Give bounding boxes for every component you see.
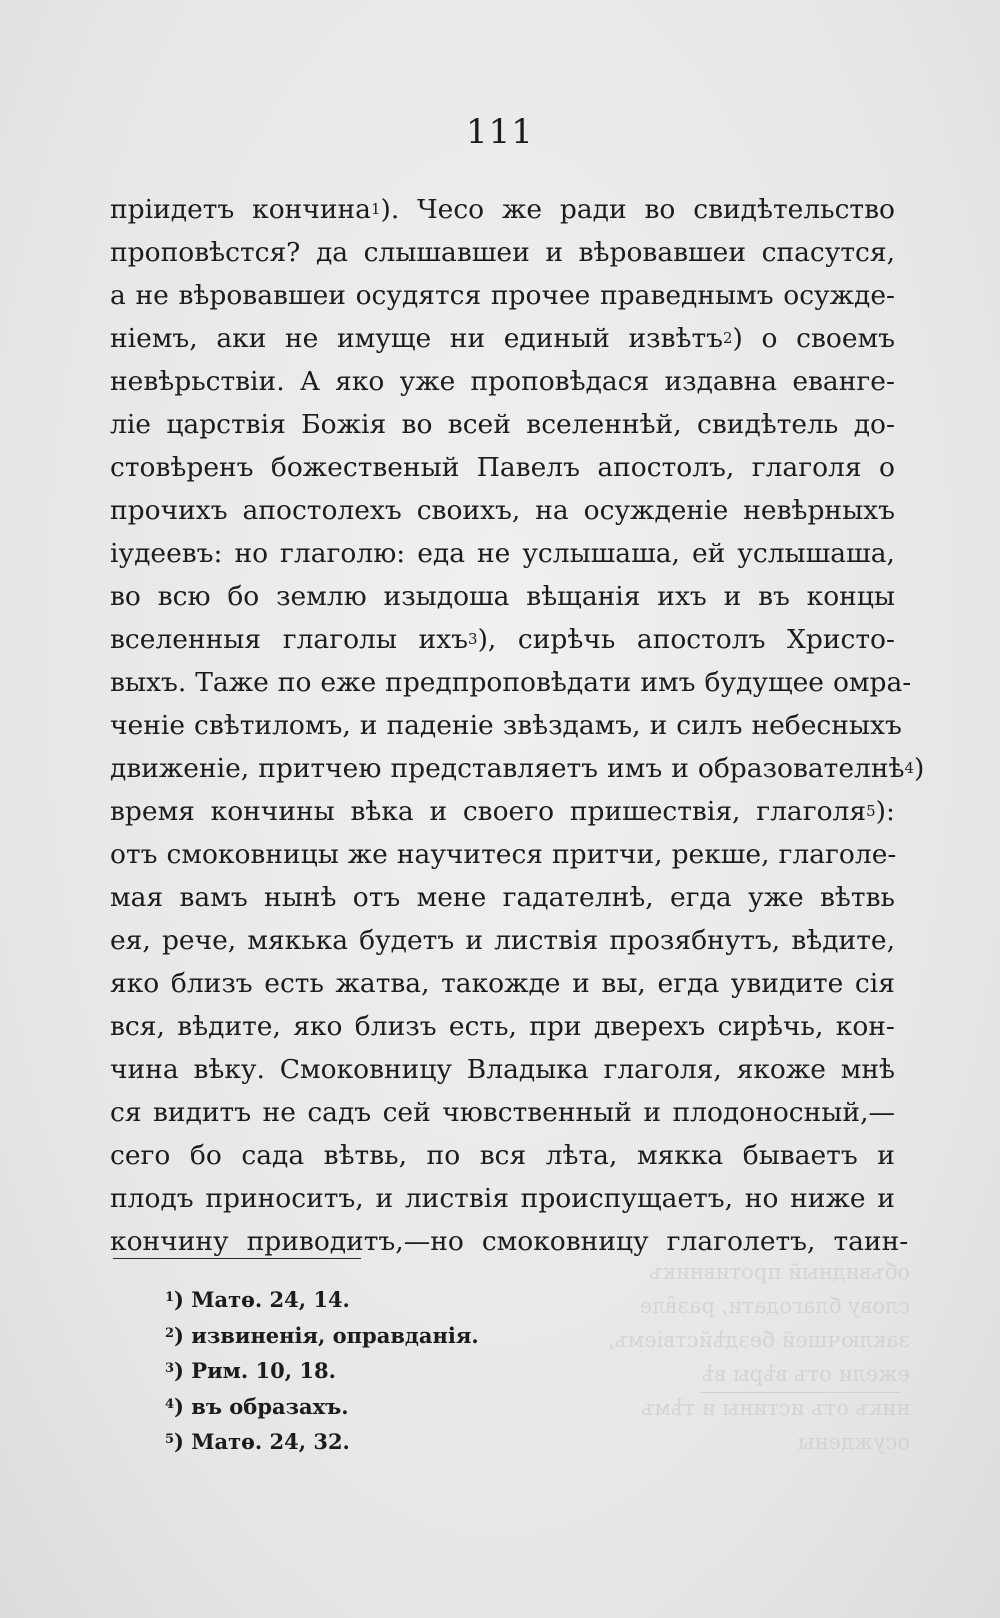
- word: осужде-: [783, 280, 895, 311]
- word: движеніе,: [110, 753, 250, 784]
- word: дверехъ: [593, 1011, 706, 1042]
- word: изыдоша: [383, 581, 510, 612]
- text-line: [110, 704, 902, 747]
- word: единый: [503, 323, 610, 354]
- text-line: [110, 962, 895, 1005]
- word: еда: [417, 538, 466, 569]
- word: прочихъ: [110, 495, 228, 526]
- word: предпроповѣдати: [385, 667, 632, 698]
- word: вѣдите,: [791, 925, 895, 956]
- word: глаголе-: [778, 839, 897, 870]
- word-with-footnote-ref: кончина$^1$).: [252, 194, 400, 225]
- bleed-through-text: объвидный противникъ слову благодати, разв̂ле заключшей бездѣйствіемъ, ежели отъ вѣры вѣ никъ отъ истины и тѣмъ осуждены: [607, 1260, 910, 1454]
- footnote-ref: 5: [866, 802, 876, 820]
- word: сирѣчь: [517, 624, 616, 655]
- word: свидѣтель: [697, 409, 839, 440]
- word: сада: [241, 1140, 305, 1171]
- word: притчею: [258, 753, 382, 784]
- word: осужденіе: [583, 495, 729, 526]
- word: всю: [157, 581, 211, 612]
- word: о: [878, 452, 895, 483]
- word: апостолехъ: [242, 495, 402, 526]
- word: ея,: [110, 925, 151, 956]
- word: и: [877, 1183, 895, 1214]
- text-line: [110, 747, 925, 790]
- word: вѣка: [350, 796, 414, 827]
- text-line: [110, 1005, 895, 1048]
- word: имъ: [640, 667, 696, 698]
- word: гадателнѣ,: [502, 882, 654, 913]
- word: и: [375, 1183, 394, 1214]
- word: листвія: [404, 1183, 509, 1214]
- word: Чесо: [417, 194, 485, 225]
- footnote-text: ) Матѳ. 24, 32.: [174, 1429, 350, 1454]
- word: глаголетъ,: [666, 1226, 816, 1257]
- word: сей: [382, 1097, 431, 1128]
- word: вѣтвь: [820, 882, 895, 913]
- word-with-footnote-ref: глаголя$^5$):: [756, 796, 895, 827]
- word: проповѣдася: [470, 366, 650, 397]
- text-line: [110, 1134, 895, 1177]
- footnote-mark: 4: [165, 1396, 175, 1412]
- text-line: [110, 575, 895, 618]
- word: да: [315, 237, 349, 268]
- word: представляетъ: [390, 753, 599, 784]
- word: сирѣчь,: [717, 1011, 824, 1042]
- word: издавна: [664, 366, 778, 397]
- word: прозябнутъ,: [609, 925, 781, 956]
- word: видитъ: [153, 1097, 252, 1128]
- word: и: [359, 710, 378, 741]
- word: своего: [462, 796, 555, 827]
- word: якоже: [736, 1054, 826, 1085]
- word: стовѣренъ: [110, 452, 254, 483]
- footnote-ref: 3: [468, 630, 478, 648]
- text-line: [110, 661, 912, 704]
- word: будетъ: [359, 925, 455, 956]
- word-with-footnote-ref: образователнѣ$^4$): [697, 753, 925, 784]
- word: при: [529, 1011, 582, 1042]
- word: глаголы: [282, 624, 397, 655]
- word: вѣщанія: [526, 581, 641, 612]
- word: яко: [293, 1011, 343, 1042]
- word: и: [671, 753, 689, 784]
- word: вы,: [601, 968, 646, 999]
- word: уже: [748, 882, 804, 913]
- word: прочее: [490, 280, 591, 311]
- word: мене: [416, 882, 487, 913]
- word: же: [501, 194, 543, 225]
- word: и: [643, 1097, 662, 1128]
- word: яко: [110, 968, 160, 999]
- word: услышаша,: [737, 538, 895, 569]
- word: и: [429, 796, 448, 827]
- word: яко: [335, 366, 385, 397]
- footnote-mark: 1: [165, 1290, 175, 1305]
- word: увидите: [730, 968, 844, 999]
- word: свидѣтельство: [693, 194, 895, 225]
- word: свѣтиломъ,: [194, 710, 351, 741]
- footnote: [165, 1318, 479, 1354]
- word: невѣрьствіи.: [110, 366, 285, 397]
- word: ей: [691, 538, 726, 569]
- word: притчи,: [552, 839, 663, 870]
- word: рекше,: [671, 839, 770, 870]
- word: апостолъ,: [597, 452, 735, 483]
- word: жатва,: [335, 968, 430, 999]
- word-with-footnote-ref: ихъ$^3$),: [418, 624, 497, 655]
- word: чина: [110, 1054, 179, 1085]
- footnote-text: ) извиненія, оправданія.: [174, 1322, 479, 1348]
- word-with-footnote-ref: извѣтъ$^2$): [628, 323, 743, 354]
- word: омра-: [832, 667, 912, 698]
- word: праведнымъ: [600, 280, 774, 311]
- footnote: [165, 1424, 479, 1460]
- word: а: [110, 280, 126, 311]
- word: будущее: [704, 667, 824, 698]
- word: есть,: [448, 1011, 517, 1042]
- word: отъ: [110, 839, 158, 870]
- word: и: [877, 1140, 895, 1171]
- word: не: [262, 1097, 296, 1128]
- footnote: [165, 1353, 479, 1389]
- word: ради: [559, 194, 627, 225]
- word: до-: [853, 409, 895, 440]
- footnote-mark: 3: [165, 1361, 175, 1376]
- page-number: 111: [466, 112, 534, 152]
- word: бываетъ: [742, 1140, 858, 1171]
- text-line: [110, 1091, 895, 1134]
- word: плодоносный,—: [672, 1097, 895, 1128]
- word: ни: [449, 323, 486, 354]
- word: смоковницы: [166, 839, 339, 870]
- word: вѣровавшеи: [178, 280, 346, 311]
- word: вѣку.: [193, 1054, 265, 1085]
- word: глаголю:: [280, 538, 406, 569]
- word: Смоковницу: [279, 1054, 452, 1085]
- word: выхъ.: [110, 667, 187, 698]
- footnote-ref: 4: [904, 759, 915, 777]
- word: паденіе: [386, 710, 494, 741]
- word: по: [277, 667, 312, 698]
- word: бо: [189, 1140, 222, 1171]
- word: глаголя: [751, 452, 862, 483]
- text-line: [110, 446, 895, 489]
- text-line: [110, 1177, 895, 1220]
- word: егда: [657, 968, 720, 999]
- word: вѣдите,: [177, 1011, 281, 1042]
- word: мякка: [636, 1140, 724, 1171]
- word: мякька: [247, 925, 349, 956]
- word: пріидетъ: [110, 194, 235, 225]
- word: вамъ: [179, 882, 248, 913]
- word: услышаша,: [522, 538, 680, 569]
- word: и: [465, 925, 483, 956]
- word: научитеся: [396, 839, 543, 870]
- footnote-text: ) въ образахъ.: [174, 1393, 349, 1419]
- word: происпущаетъ,: [520, 1183, 734, 1214]
- word: спасутся,: [761, 237, 895, 268]
- word: по: [426, 1140, 461, 1171]
- word: есть: [264, 968, 324, 999]
- word: но: [744, 1183, 779, 1214]
- footnote-ref: 1: [370, 200, 381, 218]
- word: уже: [399, 366, 456, 397]
- word: мая: [110, 882, 164, 913]
- word: сего: [110, 1140, 171, 1171]
- word: всей: [447, 409, 511, 440]
- footnote-divider: [113, 1258, 361, 1259]
- text-line: [110, 833, 895, 876]
- word: силъ: [676, 710, 743, 741]
- word: имуще: [336, 323, 432, 354]
- word: іудеевъ:: [110, 538, 223, 569]
- word: осудятся: [355, 280, 482, 311]
- word: ніемъ,: [110, 323, 198, 354]
- word: царствія: [166, 409, 286, 440]
- word: и: [572, 968, 590, 999]
- word: вселеннѣй,: [526, 409, 682, 440]
- word: и: [723, 581, 742, 612]
- word: во: [401, 409, 433, 440]
- word: же: [347, 839, 388, 870]
- word: плодъ: [110, 1183, 194, 1214]
- word: имъ: [607, 753, 663, 784]
- word: Владыка: [466, 1054, 589, 1085]
- word: Павелъ: [476, 452, 580, 483]
- footnote-text: ) Рим. 10, 18.: [174, 1358, 336, 1383]
- word: Христо-: [787, 624, 895, 655]
- word: и: [545, 237, 564, 268]
- word: отъ: [352, 882, 401, 913]
- text-line: [110, 790, 895, 833]
- word: пришествія,: [569, 796, 741, 827]
- word: невѣрныхъ: [743, 495, 895, 526]
- word: таин-: [833, 1226, 909, 1257]
- word: время: [110, 796, 195, 827]
- word: смоковницу: [481, 1226, 649, 1257]
- word: чювственный: [442, 1097, 632, 1128]
- word: ниже: [790, 1183, 866, 1214]
- word: небесныхъ: [751, 710, 902, 741]
- word: ихъ: [657, 581, 707, 612]
- word: нынѣ: [264, 882, 337, 913]
- word: аки: [216, 323, 267, 354]
- text-line: [110, 1220, 909, 1263]
- word: концы: [806, 581, 895, 612]
- text-line: [110, 360, 895, 403]
- word: лѣта,: [545, 1140, 618, 1171]
- bleed-through-rule: [700, 1392, 900, 1393]
- word: приноситъ,: [205, 1183, 364, 1214]
- word: звѣздамъ,: [502, 710, 641, 741]
- word: не: [285, 323, 319, 354]
- word: кон-: [835, 1011, 895, 1042]
- word: своихъ,: [416, 495, 521, 526]
- word: А: [299, 366, 320, 397]
- word: и: [649, 710, 668, 741]
- text-line: [110, 532, 895, 575]
- word: бо: [227, 581, 260, 612]
- word: такожде: [441, 968, 561, 999]
- word: сія: [854, 968, 895, 999]
- word: еванге-: [792, 366, 895, 397]
- word: во: [110, 581, 141, 612]
- word: кончину: [110, 1226, 229, 1257]
- text-line: [110, 876, 895, 919]
- word: вѣтвь,: [323, 1140, 407, 1171]
- text-line: [110, 231, 895, 274]
- word: землю: [276, 581, 367, 612]
- word: апостолъ: [636, 624, 766, 655]
- word: Божія: [301, 409, 387, 440]
- word: божественый: [270, 452, 460, 483]
- footnotes: [165, 1282, 479, 1460]
- text-line: [110, 919, 895, 962]
- word: кончины: [210, 796, 335, 827]
- footnote-text: ) Матѳ. 24, 14.: [174, 1287, 350, 1312]
- word: вся,: [110, 1011, 165, 1042]
- word: на: [535, 495, 569, 526]
- footnote-mark: 5: [165, 1432, 175, 1447]
- word: мнѣ: [840, 1054, 895, 1085]
- footnote-mark: 2: [165, 1325, 175, 1341]
- footnote: [165, 1282, 479, 1318]
- word: въ: [758, 581, 790, 612]
- word: ся: [110, 1097, 142, 1128]
- word: слышавшеи: [363, 237, 530, 268]
- word: егда: [669, 882, 732, 913]
- footnote: [165, 1389, 479, 1425]
- word: приводитъ,—но: [246, 1226, 464, 1257]
- word: садъ: [307, 1097, 372, 1128]
- word: ліе: [110, 409, 151, 440]
- footnote-ref: 2: [723, 329, 733, 347]
- word: своемъ: [796, 323, 895, 354]
- word: близъ: [354, 1011, 437, 1042]
- word: близъ: [170, 968, 253, 999]
- word: но: [234, 538, 269, 569]
- word: ченіе: [110, 710, 186, 741]
- word: не: [476, 538, 511, 569]
- text-line: [110, 403, 895, 446]
- word: проповѣстся?: [110, 237, 301, 268]
- word: еже: [320, 667, 377, 698]
- text-line: [110, 274, 895, 317]
- word: во: [644, 194, 676, 225]
- word: не: [135, 280, 169, 311]
- text-line: [110, 618, 895, 661]
- word: листвія: [494, 925, 599, 956]
- text-line: [110, 317, 895, 360]
- text-line: [110, 489, 895, 532]
- word: вѣровавшеи: [578, 237, 747, 268]
- word: вселенныя: [110, 624, 262, 655]
- text-line: [110, 1048, 895, 1091]
- text-line: [110, 188, 895, 231]
- body-text: [110, 188, 925, 1263]
- word: о: [761, 323, 778, 354]
- word: Таже: [195, 667, 269, 698]
- word: рече,: [161, 925, 237, 956]
- word: вся: [479, 1140, 527, 1171]
- word: глаголя,: [603, 1054, 722, 1085]
